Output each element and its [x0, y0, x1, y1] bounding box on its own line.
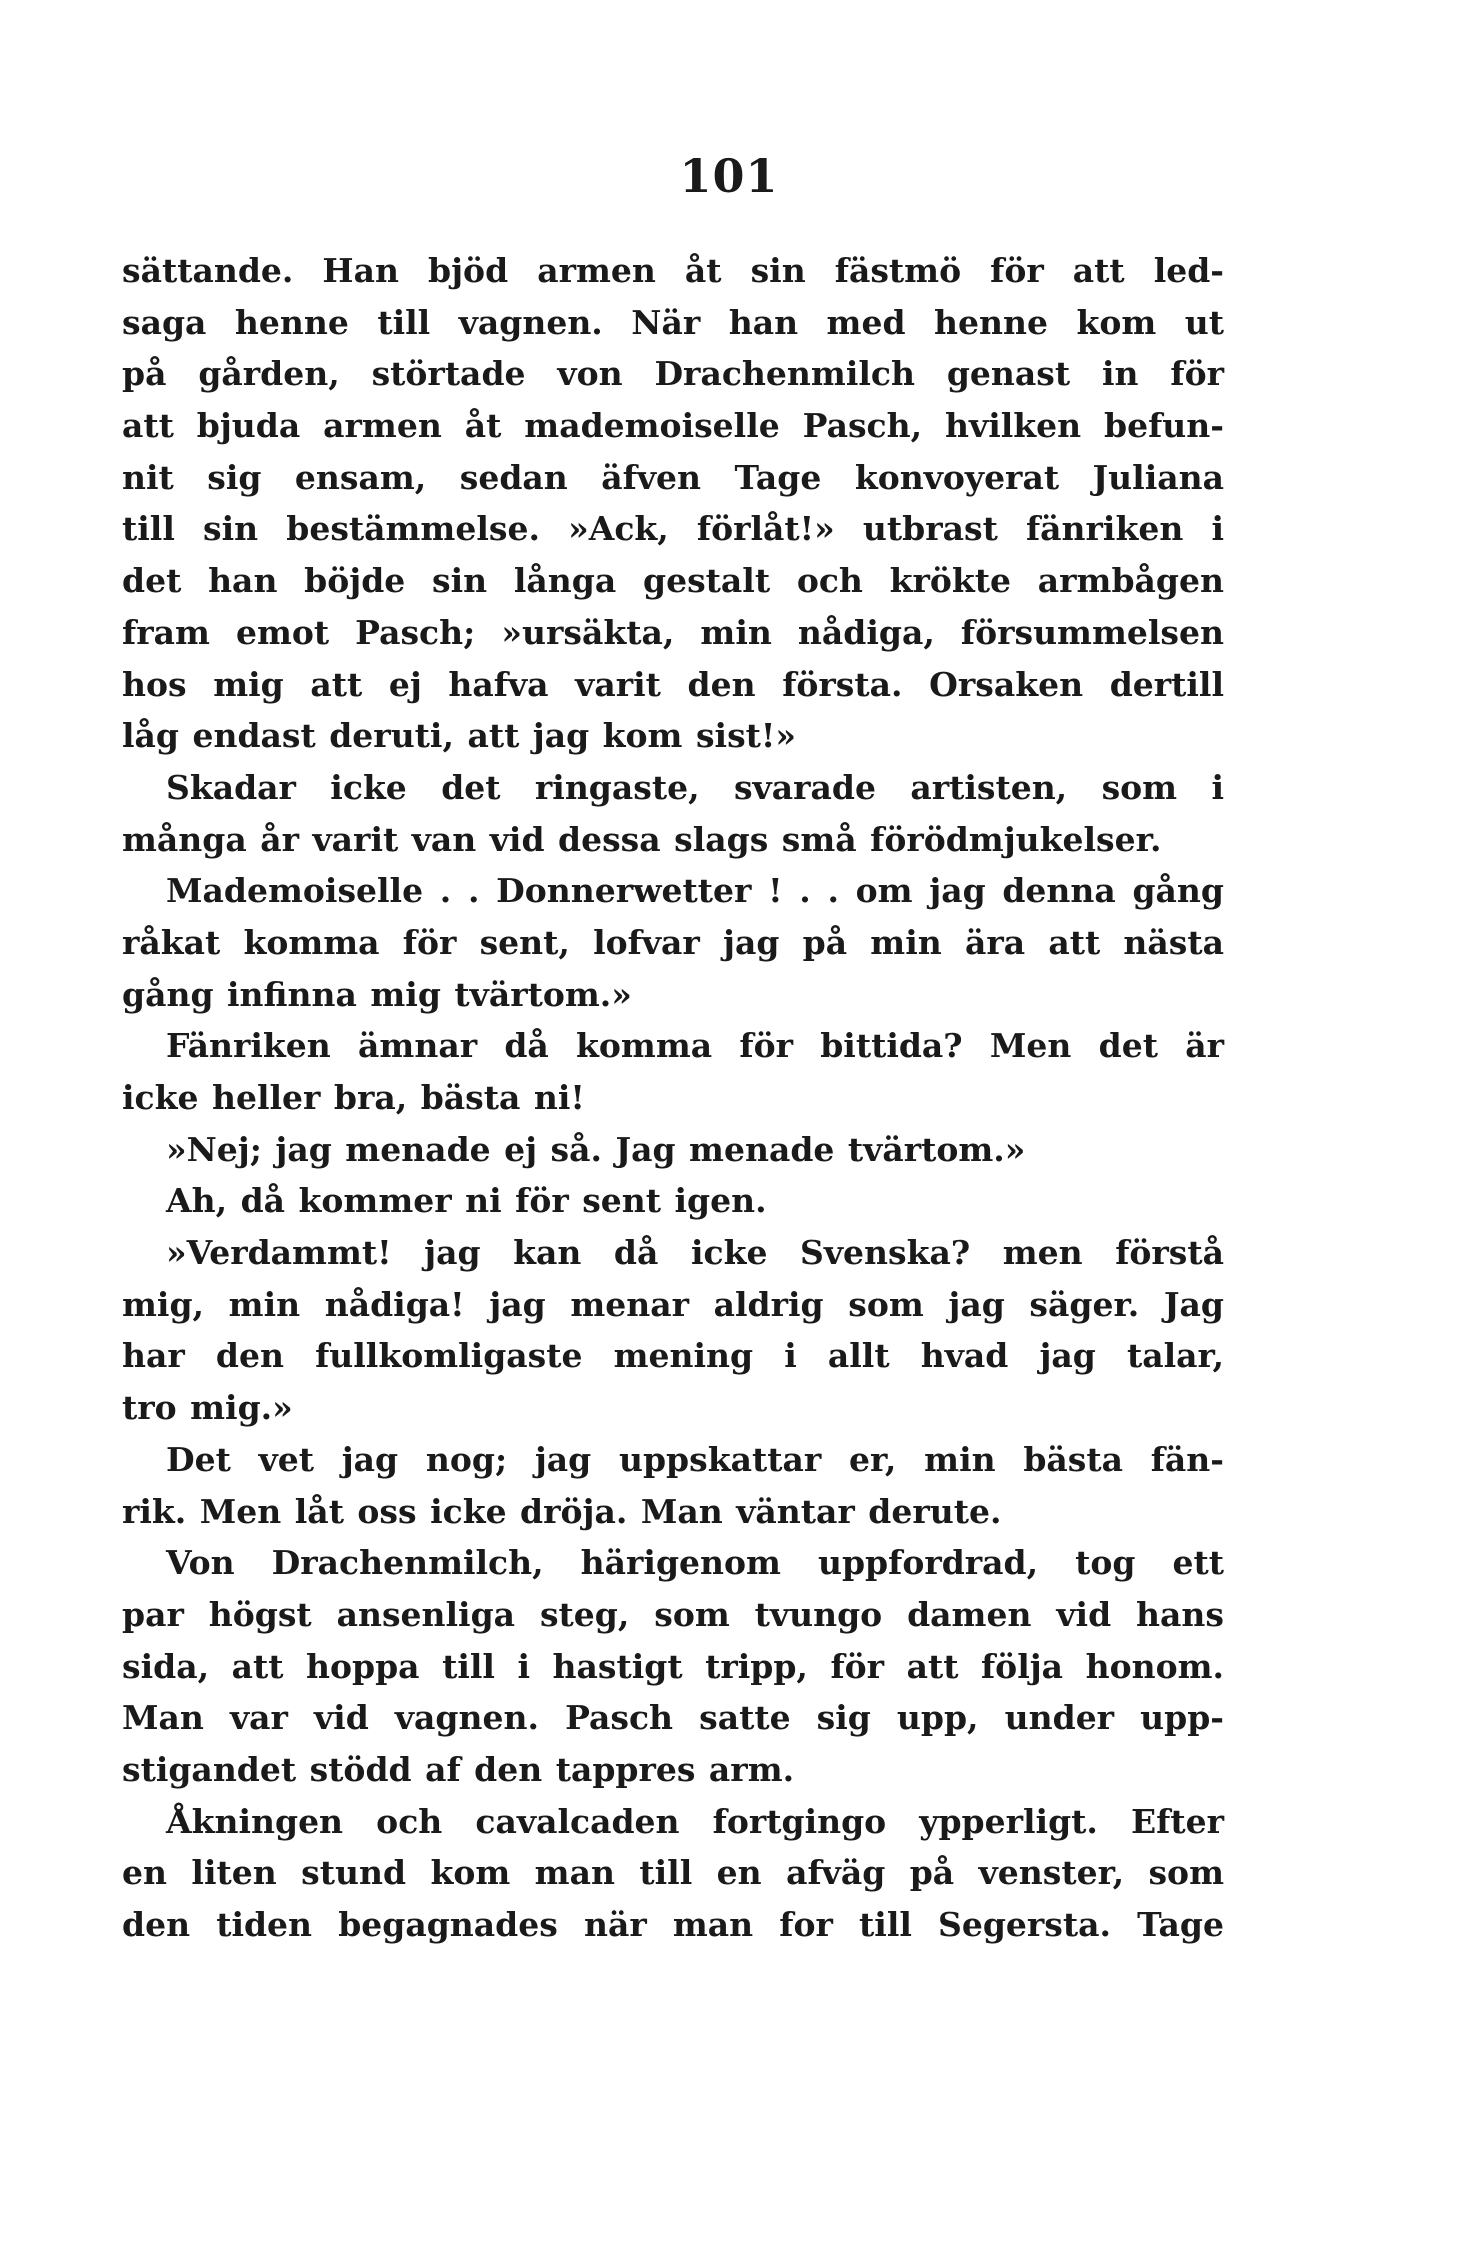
- text-line: råkat komma för sent, lofvar jag på min ära att nästa: [122, 922, 1224, 962]
- text-line: icke heller bra, bästa ni!: [122, 1078, 585, 1117]
- text-line: låg endast deruti, att jag kom sist!»: [122, 716, 797, 756]
- text-line: Åkningen och cavalcaden fortgingo ypperligt. Efter: [166, 1801, 1224, 1841]
- text-line: Fänriken ämnar då komma för bittida? Men det är: [166, 1026, 1224, 1066]
- text-line: Ah, då kommer ni för sent igen.: [166, 1181, 767, 1221]
- text-line: »Nej; jag menade ej så. Jag menade tvärtom.»: [166, 1129, 1026, 1169]
- text-line: många år varit van vid dessa slags små förödmjukelser.: [122, 819, 1162, 859]
- text-line: tro mig.»: [122, 1388, 293, 1428]
- text-line: saga henne till vagnen. När han med henne kom ut: [122, 302, 1224, 342]
- text-line: »Verdammt! jag kan då icke Svenska? men förstå: [166, 1233, 1224, 1273]
- text-line: par högst ansenliga steg, som tvungo damen vid hans: [122, 1594, 1224, 1634]
- text-line: en liten stund kom man till en afväg på venster, som: [122, 1853, 1224, 1893]
- text-line: hos mig att ej hafva varit den första. Orsaken dertill: [122, 664, 1224, 704]
- text-line: rik. Men låt oss icke dröja. Man väntar derute.: [122, 1491, 1002, 1531]
- text-line: Mademoiselle . . Donnerwetter ! . . om jag denna gång: [166, 871, 1224, 911]
- text-line: sättande. Han bjöd armen åt sin fästmö för att led-: [122, 251, 1224, 290]
- text-line: att bjuda armen åt mademoiselle Pasch, hvilken befun-: [122, 406, 1224, 446]
- body-text: [122, 245, 1224, 1951]
- text-line: det han böjde sin långa gestalt och krökte armbågen: [122, 561, 1224, 601]
- text-line: gång infinna mig tvärtom.»: [122, 974, 632, 1014]
- page-number: 101: [679, 149, 779, 203]
- text-line: mig, min nådiga! jag menar aldrig som jag säger. Jag: [122, 1284, 1224, 1324]
- text-line: till sin bestämmelse. »Ack, förlåt!» utbrast fänriken i: [122, 509, 1224, 549]
- text-line: Von Drachenmilch, härigenom uppfordrad, tog ett: [166, 1543, 1224, 1583]
- text-line: stigandet stödd af den tappres arm.: [122, 1749, 795, 1789]
- text-line: har den fullkomligaste mening i allt hvad jag talar,: [122, 1336, 1224, 1376]
- text-line: sida, att hoppa till i hastigt tripp, för att följa honom.: [122, 1646, 1224, 1686]
- text-line: den tiden begagnades när man for till Segersta. Tage: [122, 1905, 1224, 1944]
- text-line: fram emot Pasch; »ursäkta, min nådiga, försummelsen: [122, 612, 1224, 652]
- text-line: nit sig ensam, sedan äfven Tage konvoyerat Juliana: [122, 457, 1224, 497]
- text-line: Man var vid vagnen. Pasch satte sig upp, under upp-: [122, 1698, 1224, 1738]
- text-line: på gården, störtade von Drachenmilch genast in för: [122, 354, 1224, 394]
- text-line: Det vet jag nog; jag uppskattar er, min bästa fän-: [166, 1439, 1224, 1479]
- text-line: Skadar icke det ringaste, svarade artisten, som i: [166, 767, 1224, 807]
